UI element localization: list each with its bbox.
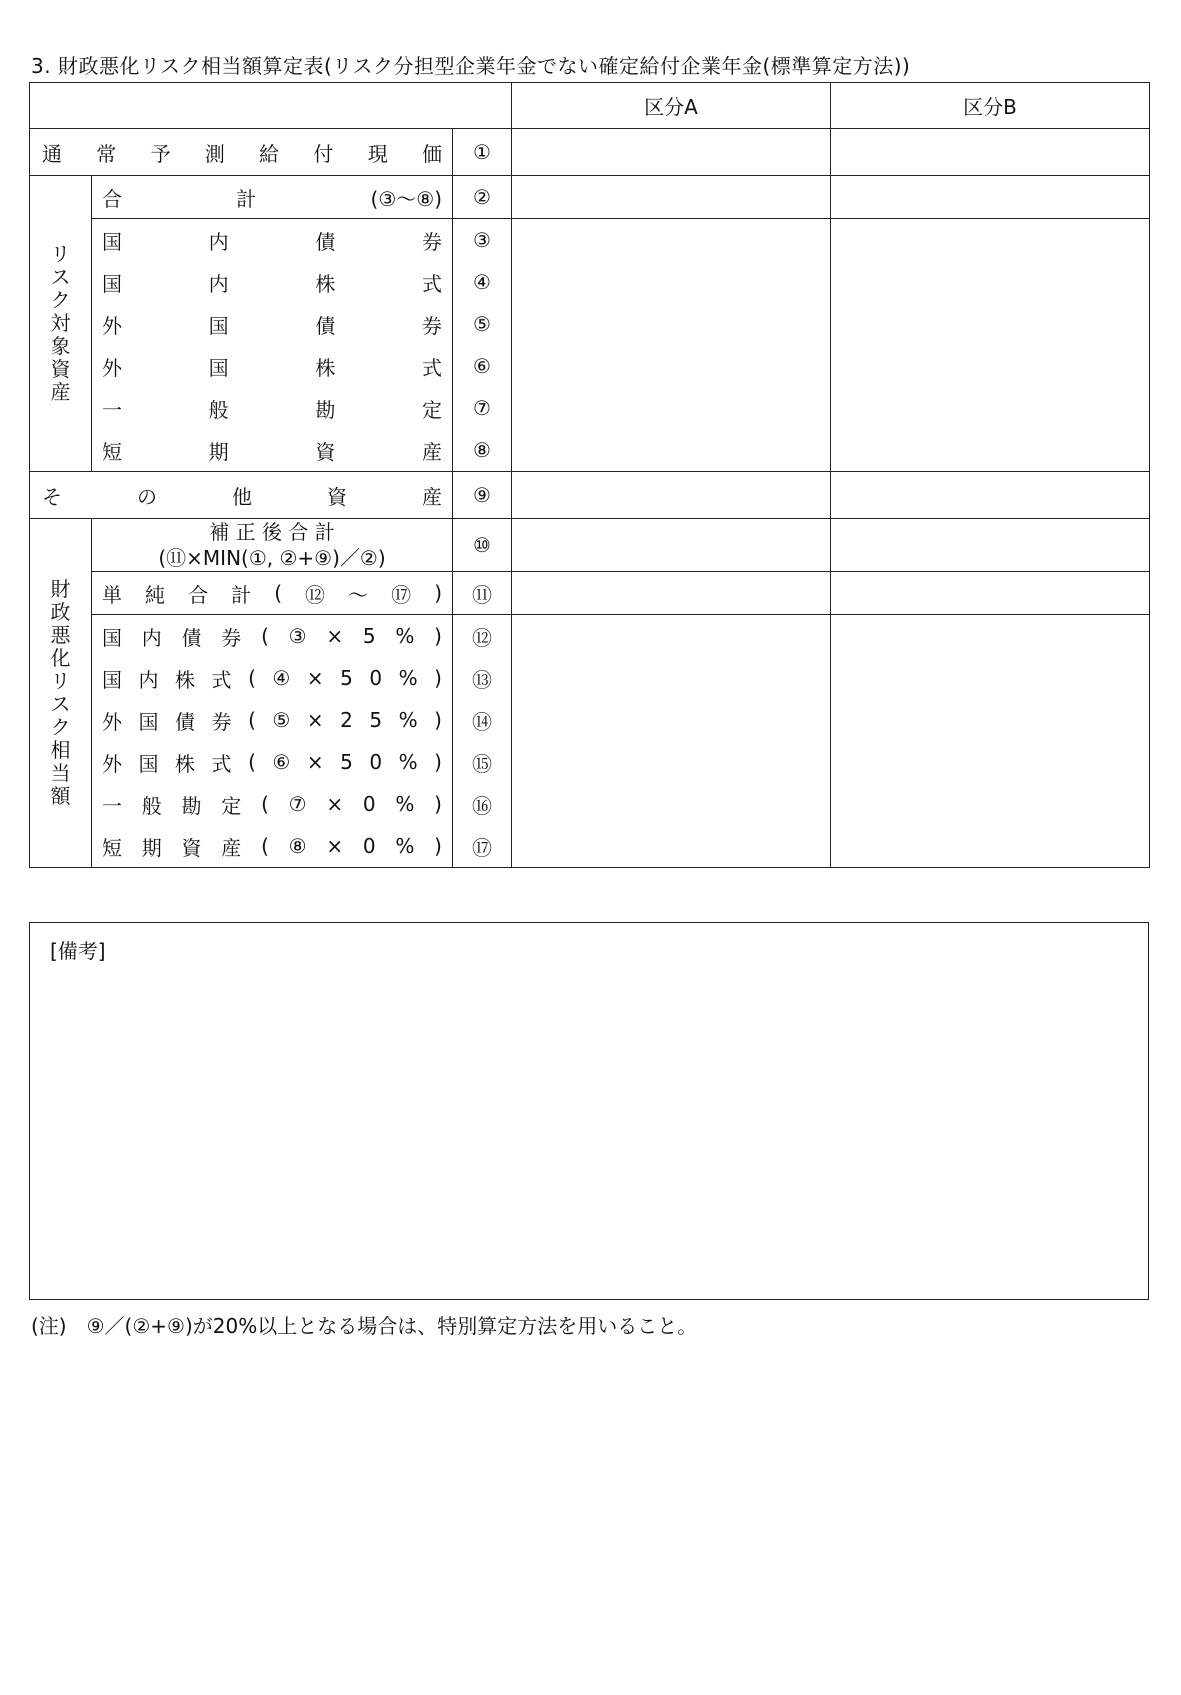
label-char: 定 xyxy=(421,397,442,422)
remarks-box[interactable] xyxy=(29,922,1149,1300)
label-char: ) xyxy=(434,792,442,816)
risk-total-label-cell xyxy=(92,176,453,219)
label-char: 2 xyxy=(340,708,353,732)
label-char: 通 xyxy=(42,141,62,166)
row-other-assets xyxy=(30,472,1150,519)
remarks-label: [備考] xyxy=(50,939,106,963)
label-char: ⑦ xyxy=(288,792,307,816)
item-number: ⑦ xyxy=(473,396,491,420)
item-label xyxy=(92,303,452,345)
item-label xyxy=(92,657,452,699)
item-number: ⑤ xyxy=(473,312,491,336)
item-label xyxy=(92,783,452,825)
label-char: 般 xyxy=(141,793,162,818)
label-char: 計 xyxy=(236,186,257,211)
other-assets-label xyxy=(30,472,452,518)
label-char: 国 xyxy=(208,313,229,338)
label-char: 株 xyxy=(175,751,196,776)
label-char: 債 xyxy=(315,229,336,254)
label-char: 債 xyxy=(181,625,202,650)
risk-items-labels xyxy=(92,219,453,472)
item-number: ⑧ xyxy=(473,438,491,462)
label-char: ④ xyxy=(272,666,291,690)
label-char: ⑰ xyxy=(391,582,412,607)
label-char: 国 xyxy=(102,625,122,650)
group-label-char: 政 xyxy=(50,600,71,624)
row-number: ② xyxy=(453,176,512,219)
value-cell-a[interactable] xyxy=(512,572,831,615)
label-char: 期 xyxy=(141,835,162,860)
item-label xyxy=(92,387,452,429)
label-char: ( xyxy=(248,708,256,732)
group-label-char: 当 xyxy=(50,761,71,785)
label-char: ( xyxy=(261,624,269,648)
risk-assets-group-label xyxy=(30,176,92,472)
item-label xyxy=(92,615,452,657)
label-char: 株 xyxy=(315,271,336,296)
label-char: 純 xyxy=(145,582,166,607)
label-char: 予 xyxy=(150,141,171,166)
label-char: ( xyxy=(248,750,256,774)
label-char: % xyxy=(395,834,415,858)
item-number: ⑰ xyxy=(472,835,492,860)
group-label-char: 象 xyxy=(50,334,71,358)
label-char: ) xyxy=(434,708,442,732)
label-char: 単 xyxy=(102,582,122,607)
label-char: 券 xyxy=(221,625,242,650)
label-char: % xyxy=(398,666,418,690)
label-char: 勘 xyxy=(181,793,202,818)
label-char: 資 xyxy=(315,439,336,464)
label-char: 般 xyxy=(208,397,229,422)
row-number: ⑪ xyxy=(453,572,512,615)
row-adjusted-total xyxy=(30,519,1150,572)
label-char: ③ xyxy=(288,624,307,648)
item-number: ⑥ xyxy=(473,354,491,378)
label-char: の xyxy=(137,484,157,509)
row-risk-total xyxy=(30,176,1150,219)
group-label-char: 相 xyxy=(50,738,71,762)
footnote: (注) ⑨／(②+⑨)が20%以上となる場合は、特別算定方法を用いること。 xyxy=(31,1314,698,1338)
row-present-value xyxy=(30,129,1150,176)
present-value-label-cell xyxy=(30,129,453,176)
label-char: × xyxy=(306,708,324,732)
adjusted-total-line1: 補 正 後 合 計 xyxy=(209,520,335,544)
item-label xyxy=(92,261,452,303)
value-cell-a[interactable] xyxy=(512,176,831,219)
group-label-char: ク xyxy=(50,288,71,312)
financial-risk-items-numbers xyxy=(453,615,512,868)
label-char: 産 xyxy=(221,835,242,860)
value-cell-a[interactable] xyxy=(512,615,831,868)
label-char: ⑫ xyxy=(305,582,326,607)
label-char: ( xyxy=(261,834,269,858)
header-row xyxy=(30,83,1150,129)
column-header-a: 区分A xyxy=(512,83,831,129)
item-label xyxy=(92,219,452,261)
label-char: 勘 xyxy=(315,397,336,422)
label-char: 0 xyxy=(362,834,376,858)
item-number: ⑬ xyxy=(472,667,492,692)
label-char: (③～⑧) xyxy=(370,186,442,211)
label-char: ( xyxy=(248,666,256,690)
value-cell-b[interactable] xyxy=(831,615,1150,868)
label-char: 内 xyxy=(141,625,162,650)
label-char: 0 xyxy=(369,750,383,774)
label-char: ⑤ xyxy=(272,708,291,732)
adjusted-total-label-cell xyxy=(92,519,453,572)
label-char: 内 xyxy=(208,271,229,296)
group-label-char: リ xyxy=(50,242,71,266)
label-char: 現 xyxy=(367,141,388,166)
label-char: 産 xyxy=(422,484,442,509)
label-char: 外 xyxy=(102,751,122,776)
label-char: 式 xyxy=(211,667,232,692)
value-cell-a[interactable] xyxy=(512,472,831,519)
row-simple-total xyxy=(30,572,1150,615)
label-char: 付 xyxy=(313,141,334,166)
label-char: × xyxy=(326,624,344,648)
label-char: ) xyxy=(434,750,442,774)
label-char: 常 xyxy=(96,141,117,166)
label-char: 式 xyxy=(421,271,442,296)
other-assets-label-cell xyxy=(30,472,453,519)
label-char: 合 xyxy=(188,582,209,607)
group-label-char: 対 xyxy=(50,311,71,335)
adjusted-total-line2: (⑪×MIN(①, ②+⑨)／②) xyxy=(158,546,386,570)
label-char: × xyxy=(326,792,344,816)
label-char: 券 xyxy=(211,709,232,734)
label-char: ) xyxy=(434,834,442,858)
label-char: 外 xyxy=(102,355,122,380)
label-char: 5 xyxy=(340,666,353,690)
value-cell-b[interactable] xyxy=(831,129,1150,176)
group-label-char: 産 xyxy=(50,380,71,404)
label-char: 債 xyxy=(315,313,336,338)
item-number: ⑭ xyxy=(472,709,492,734)
item-label xyxy=(92,825,452,867)
label-char: 短 xyxy=(102,835,122,860)
label-char: 5 xyxy=(340,750,353,774)
label-char: × xyxy=(326,834,344,858)
row-number: ⑩ xyxy=(453,519,512,572)
row-financial-risk-items xyxy=(30,615,1150,868)
label-char: 合 xyxy=(102,186,122,211)
item-number: ④ xyxy=(473,270,491,294)
item-number: ⑯ xyxy=(472,793,492,818)
label-char: 株 xyxy=(315,355,336,380)
item-label xyxy=(92,741,452,783)
group-label-char: ス xyxy=(50,265,71,289)
value-cell-b[interactable] xyxy=(831,472,1150,519)
value-cell-b[interactable] xyxy=(831,572,1150,615)
label-char: 内 xyxy=(138,667,159,692)
label-char: 国 xyxy=(208,355,229,380)
simple-total-label xyxy=(92,572,452,614)
label-char: × xyxy=(306,750,324,774)
label-char: 期 xyxy=(208,439,229,464)
label-char: 資 xyxy=(181,835,202,860)
label-char: 券 xyxy=(421,313,442,338)
value-cell-a[interactable] xyxy=(512,519,831,572)
group-label-char: 資 xyxy=(50,357,71,381)
label-char: 国 xyxy=(102,667,122,692)
label-char: % xyxy=(398,708,418,732)
label-char: 他 xyxy=(232,484,252,509)
value-cell-a[interactable] xyxy=(512,129,831,176)
label-char: 式 xyxy=(211,751,232,776)
label-char: 産 xyxy=(421,439,442,464)
label-char: 計 xyxy=(231,582,252,607)
label-char: 内 xyxy=(208,229,229,254)
label-char: × xyxy=(306,666,324,690)
row-number: ① xyxy=(453,129,512,176)
label-char: ～ xyxy=(348,582,369,607)
label-char: ⑥ xyxy=(272,750,291,774)
label-char: 株 xyxy=(175,667,196,692)
group-label-char: 悪 xyxy=(50,623,71,647)
label-char: 国 xyxy=(138,751,159,776)
simple-total-label-cell xyxy=(92,572,453,615)
group-label-char: 財 xyxy=(50,577,71,601)
label-char: 0 xyxy=(369,666,383,690)
group-label-char: 額 xyxy=(50,784,71,808)
item-label xyxy=(92,699,452,741)
column-header-b: 区分B xyxy=(831,83,1150,129)
label-char: 国 xyxy=(138,709,159,734)
label-char: % xyxy=(398,750,418,774)
label-char: 測 xyxy=(204,141,225,166)
label-char: 価 xyxy=(421,141,442,166)
risk-items-numbers xyxy=(453,219,512,472)
label-char: 給 xyxy=(259,141,280,166)
label-char: ) xyxy=(434,581,442,605)
label-char: 外 xyxy=(102,709,122,734)
label-char: ) xyxy=(434,666,442,690)
label-char: 式 xyxy=(421,355,442,380)
item-label xyxy=(92,429,452,471)
label-char: % xyxy=(395,792,415,816)
label-char: そ xyxy=(42,484,62,509)
label-char: 債 xyxy=(175,709,196,734)
label-char: ( xyxy=(261,792,269,816)
label-char: 外 xyxy=(102,313,122,338)
risk-calculation-table xyxy=(29,82,1150,868)
label-char: 国 xyxy=(102,229,122,254)
label-char: 短 xyxy=(102,439,122,464)
label-char: % xyxy=(395,624,415,648)
label-char: 一 xyxy=(102,397,122,422)
present-value-label xyxy=(30,129,452,175)
value-cell-a[interactable] xyxy=(512,219,831,472)
risk-total-label xyxy=(92,176,452,218)
value-cell-b[interactable] xyxy=(831,519,1150,572)
item-label xyxy=(92,345,452,387)
label-char: 5 xyxy=(362,624,376,648)
label-char: 5 xyxy=(369,708,383,732)
label-char: 0 xyxy=(362,792,376,816)
label-char: 一 xyxy=(102,793,122,818)
group-label-char: リ xyxy=(50,669,71,693)
financial-risk-items-labels xyxy=(92,615,453,868)
value-cell-b[interactable] xyxy=(831,219,1150,472)
item-number: ⑫ xyxy=(472,625,492,650)
label-char: ( xyxy=(274,581,282,605)
group-label-char: ス xyxy=(50,692,71,716)
label-char: ) xyxy=(434,624,442,648)
label-char: 券 xyxy=(421,229,442,254)
group-label-char: ク xyxy=(50,715,71,739)
label-char: ⑧ xyxy=(288,834,307,858)
financial-risk-group-label xyxy=(30,519,92,868)
item-number: ⑮ xyxy=(472,751,492,776)
label-char: 定 xyxy=(221,793,242,818)
item-number: ③ xyxy=(473,228,491,252)
group-label-char: 化 xyxy=(50,646,71,670)
row-number: ⑨ xyxy=(453,472,512,519)
value-cell-b[interactable] xyxy=(831,176,1150,219)
row-risk-items xyxy=(30,219,1150,472)
header-blank-cell xyxy=(30,83,512,129)
page-title: 3. 財政悪化リスク相当額算定表(リスク分担型企業年金でない確定給付企業年金(標準算定方法)) xyxy=(31,54,911,78)
label-char: 国 xyxy=(102,271,122,296)
label-char: 資 xyxy=(327,484,347,509)
